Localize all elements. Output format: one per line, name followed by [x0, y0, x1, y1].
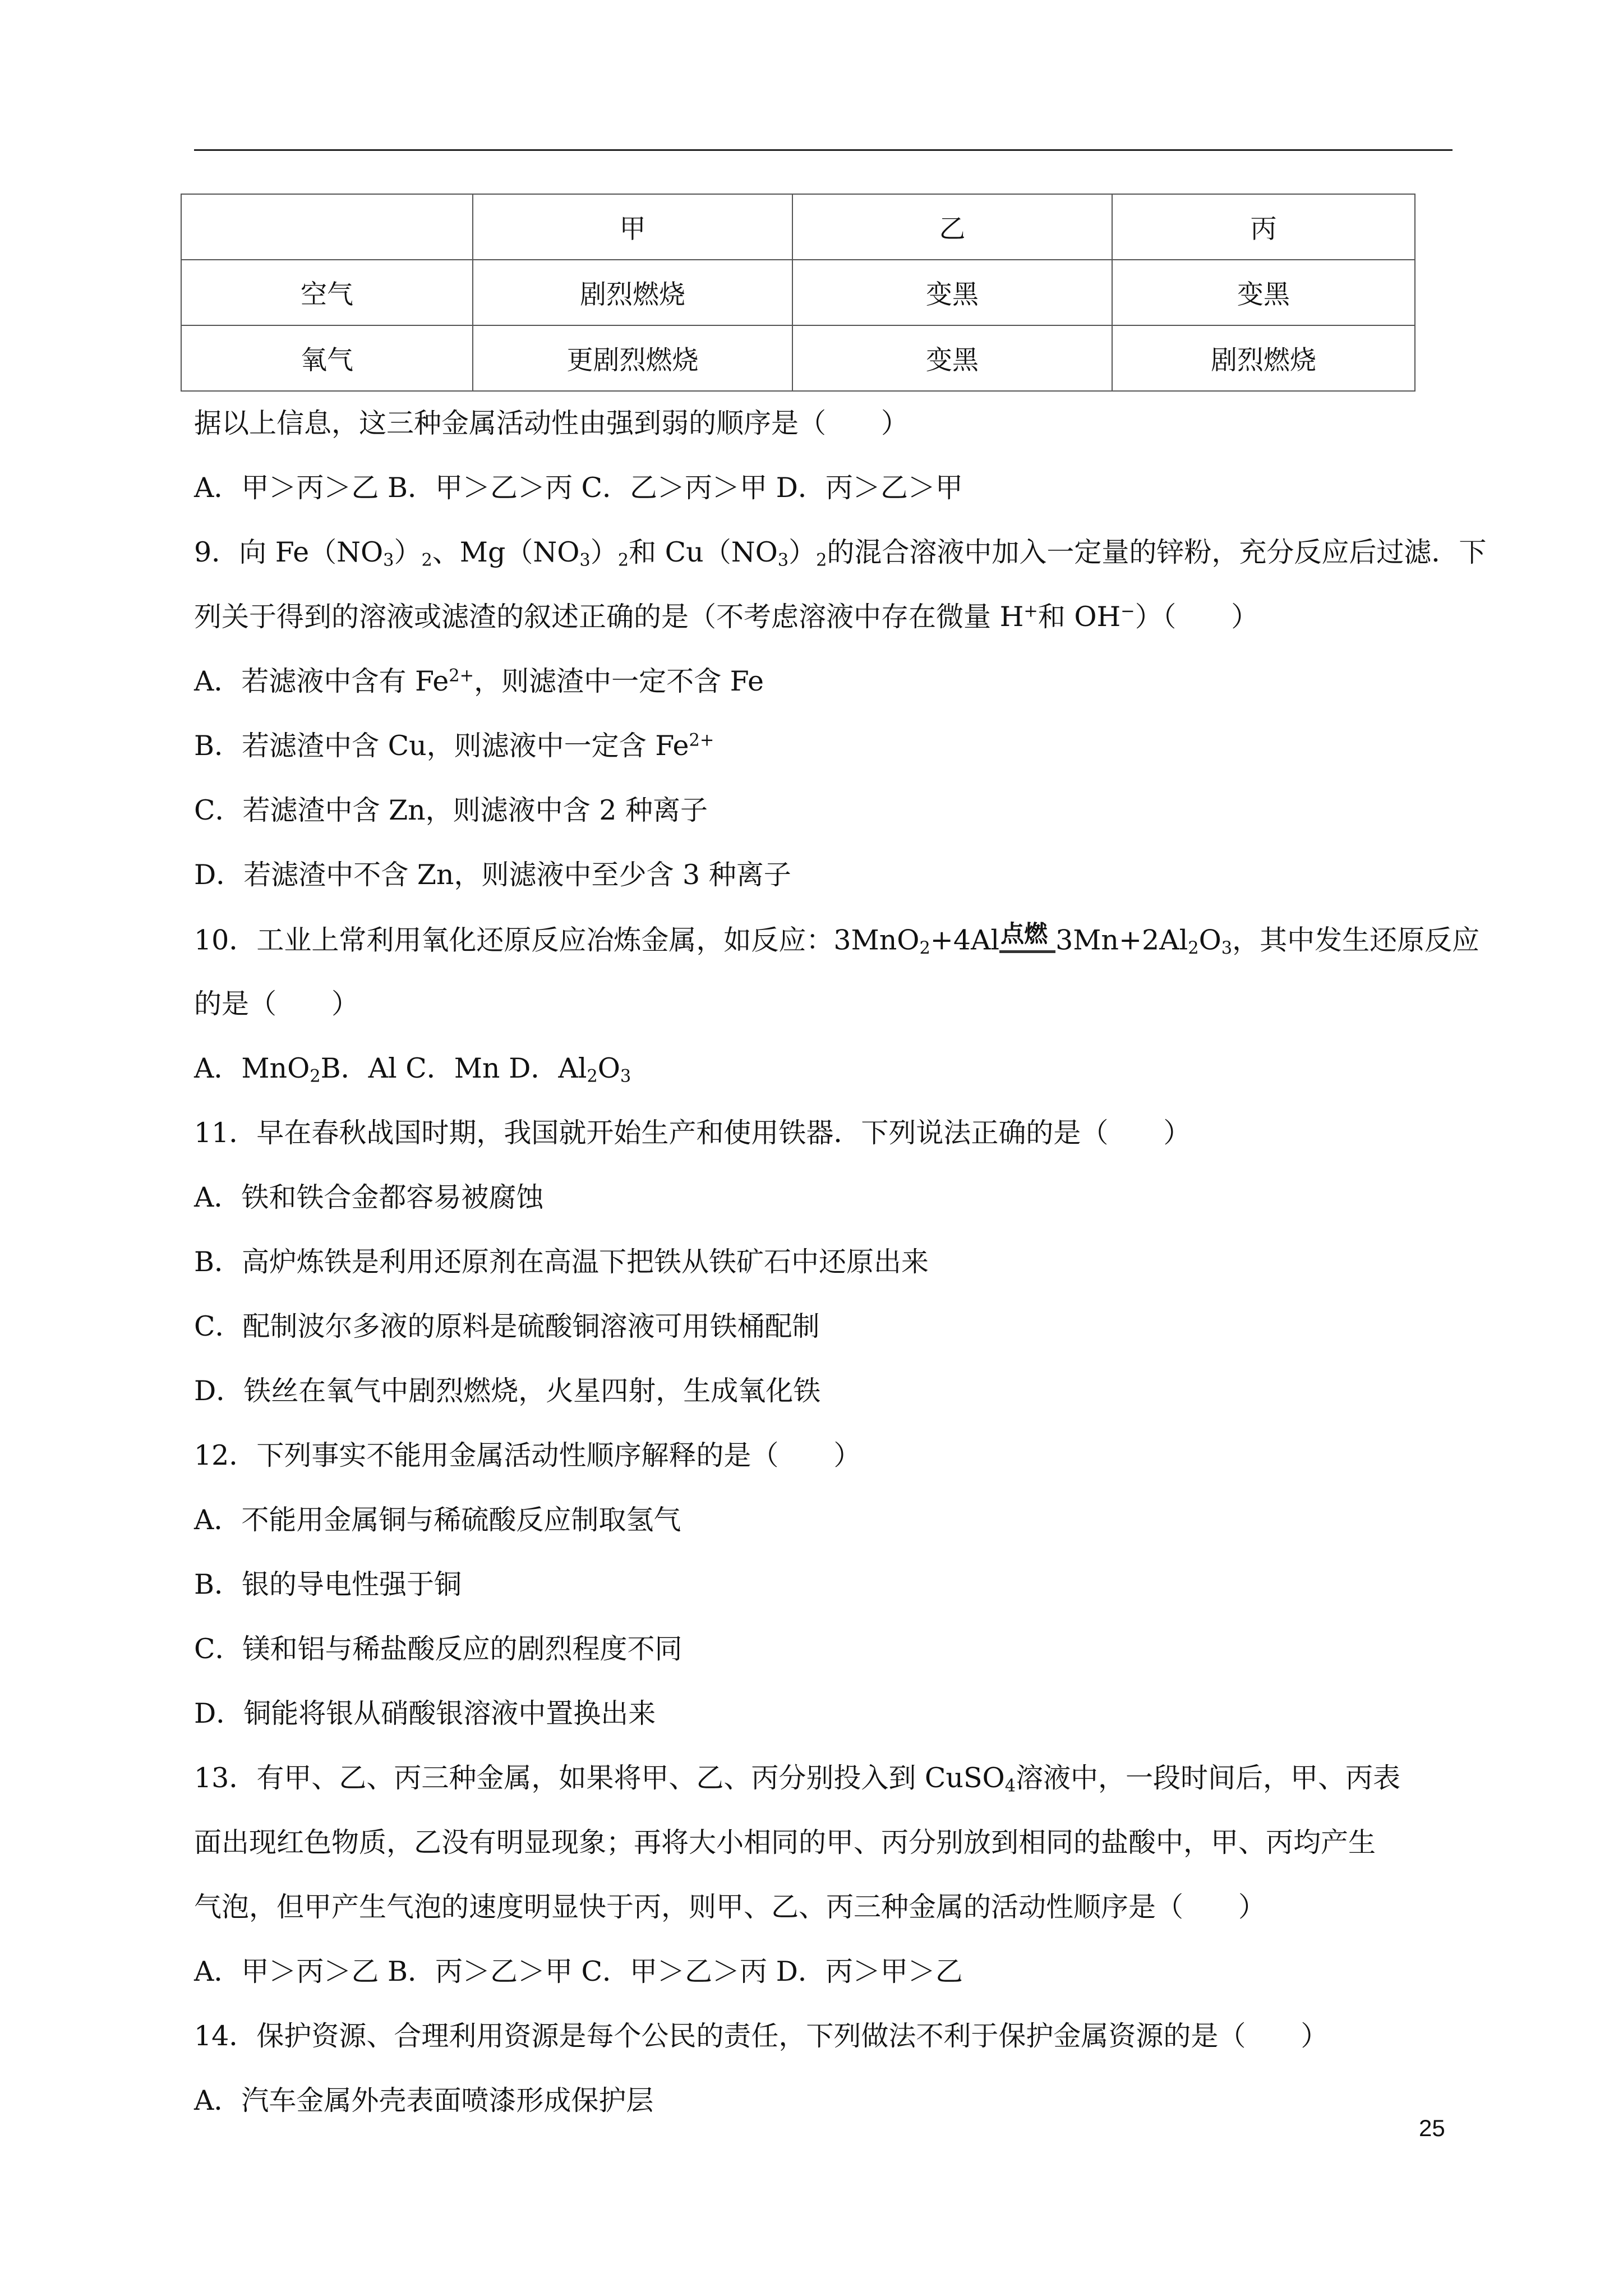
- q11-option-d: D．铁丝在氧气中剧烈燃烧，火星四射，生成氧化铁: [194, 1375, 821, 1407]
- table-cell: 甲: [473, 194, 792, 260]
- table-cell: 变黑: [792, 325, 1112, 391]
- q11-option-b: B．高炉炼铁是利用还原剂在高温下把铁从铁矿石中还原出来: [194, 1246, 929, 1278]
- q9-stem-line1: 9．向 $Fe(NO_3)_2$、$Mg(NO_3)_2$和 $Cu(NO_3)_2$的混合溶液中加入一定量的锌粉，充分反应后过滤．下: [194, 536, 1487, 570]
- table-cell: 乙: [792, 194, 1112, 260]
- q12-option-a: A．不能用金属铜与稀硫酸反应制取氢气: [194, 1504, 681, 1536]
- q12-stem: 12．下列事实不能用金属活动性顺序解释的是（ ）: [194, 1439, 861, 1471]
- q13-stem-line2: 面出现红色物质，乙没有明显现象；再将大小相同的甲、丙分别放到相同的盐酸中，甲、丙均产生: [194, 1826, 1376, 1858]
- q9-stem-line2: 列关于得到的溶液或滤渣的叙述正确的是（不考虑溶液中存在微量 H+和 OH−）（ ）: [194, 601, 1259, 633]
- table-cell: 剧烈燃烧: [1112, 325, 1415, 391]
- table-cell: [181, 194, 473, 260]
- q9-option-d: D．若滤渣中不含 Zn，则滤液中至少含 3 种离子: [194, 859, 791, 891]
- table-cell: 空气: [181, 260, 473, 325]
- q13-stem-line1: 13．有甲、乙、丙三种金属，如果将甲、乙、丙分别投入到 CuSO$_4$溶液中，一段时间后，甲、丙表: [194, 1762, 1401, 1796]
- q14-stem: 14．保护资源、合理利用资源是每个公民的责任，下列做法不利于保护金属资源的是（ ）: [194, 2020, 1329, 2052]
- q10-stem-line2: 的是（ ）: [194, 988, 359, 1020]
- q12-option-c: C．镁和铝与稀盐酸反应的剧烈程度不同: [194, 1633, 683, 1665]
- reaction-arrow: [999, 920, 1055, 959]
- q11-option-a: A．铁和铁合金都容易被腐蚀: [194, 1181, 544, 1213]
- q13-options: A．甲＞丙＞乙 B．丙＞乙＞甲 C．甲＞乙＞丙 D．丙＞甲＞乙: [194, 1955, 963, 1987]
- table-cell: 剧烈燃烧: [473, 260, 792, 325]
- table-cell: 丙: [1112, 194, 1415, 260]
- q13-stem-line3: 气泡，但甲产生气泡的速度明显快于丙，则甲、乙、丙三种金属的活动性顺序是（ ）: [194, 1891, 1266, 1923]
- table-row: [181, 325, 1415, 391]
- table-cell: 变黑: [792, 260, 1112, 325]
- page-number: 25: [1419, 2115, 1445, 2141]
- q8-options: A．甲＞丙＞乙 B．甲＞乙＞丙 C．乙＞丙＞甲 D．丙＞乙＞甲: [194, 472, 963, 504]
- table-row: [181, 260, 1415, 325]
- table-cell: 变黑: [1112, 260, 1415, 325]
- q9-option-b: B．若滤渣中含 Cu，则滤液中一定含 $Fe^{2+}$: [194, 730, 714, 762]
- q11-stem: 11．早在春秋战国时期，我国就开始生产和使用铁器．下列说法正确的是（ ）: [194, 1117, 1191, 1149]
- table-cell: 更剧烈燃烧: [473, 325, 792, 391]
- q10-stem-line1: 10．工业上常利用氧化还原反应冶炼金属，如反应：3MnO$_2$+4Al 点燃 $3Mn+2Al_2O_3$，其中发生还原反应: [194, 920, 1480, 959]
- q8-stem: 据以上信息，这三种金属活动性由强到弱的顺序是（ ）: [194, 407, 909, 439]
- q14-option-a: A．汽车金属外壳表面喷漆形成保护层: [194, 2085, 654, 2116]
- header-rule: [194, 149, 1453, 151]
- table-header-row: [181, 194, 1415, 260]
- q12-option-d: D．铜能将银从硝酸银溶液中置换出来: [194, 1697, 656, 1729]
- q9-option-c: C．若滤渣中含 Zn，则滤液中含 2 种离子: [194, 794, 708, 826]
- q12-option-b: B．银的导电性强于铜: [194, 1568, 462, 1600]
- observation-table: [181, 194, 1415, 392]
- q9-option-a: A．若滤液中含有 $Fe^{2+}$，则滤渣中一定不含 Fe: [194, 665, 764, 697]
- q10-options: A．MnO$_2$B．Al C．Mn D．$Al_2O_3$: [194, 1052, 631, 1087]
- table-cell: 氧气: [181, 325, 473, 391]
- q11-option-c: C．配制波尔多液的原料是硫酸铜溶液可用铁桶配制: [194, 1310, 820, 1342]
- reaction-condition: 点燃: [1000, 920, 1048, 947]
